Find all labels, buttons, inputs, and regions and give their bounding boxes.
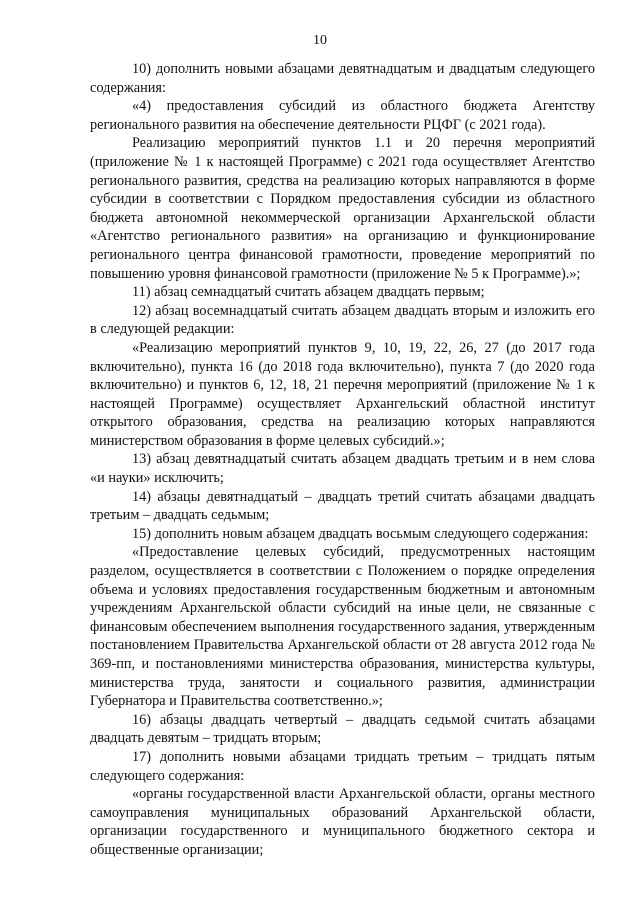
paragraph-quote-target-subsidies: «Предоставление целевых субсидий, предусмотренных настоящим разделом, осуществляется в соответствии с Положением о порядке определения объема и условиях предоставления государственным бюджетным и автономным учреждениям Архангельской области субсидий на иные цели, не связанные с финансовым обеспечением выполнения государственного задания, утвержденным постановлением Правительства Архангельской области от 28 августа 2012 года № 369-пп, и постановлениями министерства образования, министерства культуры, министерства труда, занятости и социального развития, администрации Губернатора и Правительства соответственно.»; bbox=[90, 544, 595, 710]
paragraph-item-10: 10) дополнить новыми абзацами девятнадцатым и двадцатым следующего содержания: bbox=[90, 61, 595, 96]
paragraph-item-17: 17) дополнить новыми абзацами тридцать третьим – тридцать пятым следующего содержания: bbox=[90, 748, 595, 784]
paragraph-item-13: 13) абзац девятнадцатый считать абзацем двадцать третьим и в нем слова «и науки» исключить; bbox=[90, 451, 595, 487]
paragraph-quote-implementation-agency: Реализацию мероприятий пунктов 1.1 и 20 перечня мероприятий (приложение № 1 к настоящей Программе) с 2021 года осуществляет Агентство регионального развития, средства на реализацию которых направляются в форме субсидии в соответствии с Порядком предоставления субсидии из областного бюджета автономной некоммерческой организации Архангельской области «Агентство регионального развития» на организацию и функционирование регионального центра финансовой грамотности, проведение мероприятий по повышению уровня финансовой грамотности (приложение № 5 к Программе).»; bbox=[90, 135, 595, 282]
page-number: 10 bbox=[313, 33, 327, 48]
paragraph-item-11: 11) абзац семнадцатый считать абзацем двадцать первым; bbox=[132, 284, 485, 301]
paragraph-item-14: 14) абзацы девятнадцатый – двадцать третий считать абзацами двадцать третьим – двадцать седьмым; bbox=[90, 488, 595, 524]
document-body bbox=[90, 60, 595, 860]
paragraph-quote-subsidy-agency: «4) предоставления субсидий из областного бюджета Агентству регионального развития на обеспечение деятельности РЦФГ (с 2021 года). bbox=[90, 98, 595, 133]
paragraph-item-15: 15) дополнить новым абзацем двадцать восьмым следующего содержания: bbox=[132, 525, 589, 542]
paragraph-quote-institute: «Реализацию мероприятий пунктов 9, 10, 19, 22, 26, 27 (до 2017 года включительно), пункта 16 (до 2018 года включительно), пункта 7 (до 2020 года включительно) и пунктов 6, 12, 18, 21 перечня мероприятий (приложение № 1 к настоящей Программе) осуществляет Архангельский областной институт открытого образования, средства на реализацию которых направляются министерством образования в форме целевых субсидий.»; bbox=[90, 339, 595, 449]
paragraph-item-12: 12) абзац восемнадцатый считать абзацем двадцать вторым и изложить его в следующей редакции: bbox=[90, 302, 595, 338]
paragraph-quote-authorities: «органы государственной власти Архангельской области, органы местного самоуправления муниципальных образований Архангельской области, организации государственного и муниципального бюджетного сектора и общественные организации; bbox=[90, 786, 595, 858]
paragraph-item-16: 16) абзацы двадцать четвертый – двадцать седьмой считать абзацами двадцать девятым – тридцать вторым; bbox=[90, 711, 595, 747]
